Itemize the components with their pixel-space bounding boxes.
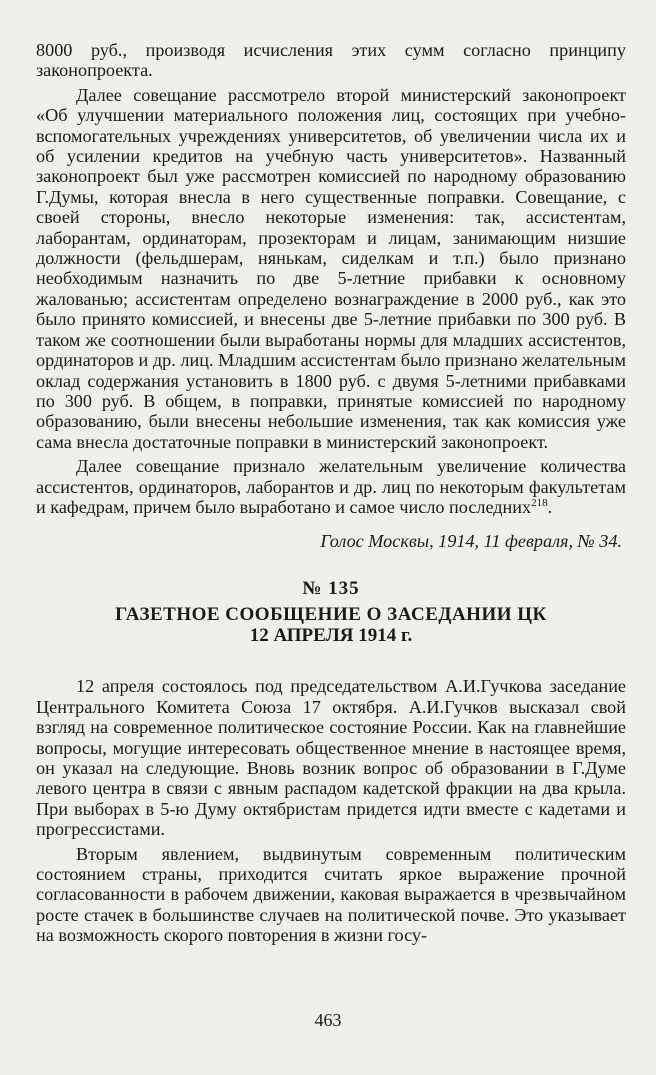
paragraph-4: 12 апреля состоялось под председательством А.И.Гучкова заседание Центрального Комитета Союза 17 октября. А.И.Гучков высказал свой взгляд на современное политическое состояние России. Как на главнейшие вопросы, могущие интересовать общественное мнение в настоящее время, он указал на следующие. Вновь возник вопрос об образовании в Г.Думе левого центра в связи с явным распадом кадетской фракции на два крыла. При выборах в 5-ю Думу октябристам придется идти вместе с кадетами и прогрессистами. — [36, 676, 626, 840]
paragraph-3-text: Далее совещание признало желательным увеличение количества ассистентов, ординаторов, лаборантов и др. лиц по некоторым факультетам и кафедрам, причем было выработано и самое число последних — [36, 456, 626, 517]
document-title: ГАЗЕТНОЕ СООБЩЕНИЕ О ЗАСЕДАНИИ ЦК — [115, 604, 547, 626]
source-citation: Голос Москвы, 1914, 11 февраля, № 34. — [320, 531, 622, 552]
footnote-ref-218: 218 — [531, 496, 548, 509]
paragraph-3-end: . — [547, 496, 553, 517]
page-number: 463 — [314, 1010, 342, 1030]
document-date: 12 АПРЕЛЯ 1914 г. — [249, 625, 413, 647]
paragraph-2: Далее совещание рассмотрело второй министерский законопроект «Об улучшении материального положения лиц, состоящих при учебно-вспомогательных учреждениях университетов, об увеличении числа их и об усилении кредитов на учебную часть университетов». Названный законопроект был уже рассмотрен комиссией по народному образованию Г.Думы, которая внесла в него существенные поправки. Совещание, с своей стороны, внесло некоторые изменения: так, ассистентам, лаборантам, ординаторам, прозекторам и лицам, занимающим низшие должности (фельдшерам, нянькам, сиделкам и т.п.) было признано необходимым назначить по две 5-летние прибавки к основному жалованью; ассистентам определено вознаграждение в 2000 руб., как это было принято комиссией, и внесены две 5-летние прибавки по 300 руб. В таком же соотношении были выработаны нормы для младших ассистентов, ординаторов и др. лиц. Младшим ассистентам было признано желательным оклад содержания установить в 1800 руб. с двумя 5-летними прибавками по 300 руб. В общем, в поправки, принятые комиссией по народному образованию, были внесены небольшие изменения, так как комиссия уже сама внесла достаточные поправки в министерский законопроект. — [36, 84, 626, 452]
paragraph-1: 8000 руб., производя исчисления этих сумм согласно принципу законопроекта. — [36, 40, 626, 81]
paragraph-3 — [36, 456, 626, 517]
paragraph-5: Вторым явлением, выдвинутым современным политическим состоянием страны, приходится считать яркое выражение прочной согласованности в рабочем движении, каковая выражается в чрезвычайном росте стачек в большинстве случаев на политической почве. Это указывает на возможность скорого повторения в жизни госу- — [36, 843, 626, 946]
document-number: № 135 — [302, 578, 360, 600]
